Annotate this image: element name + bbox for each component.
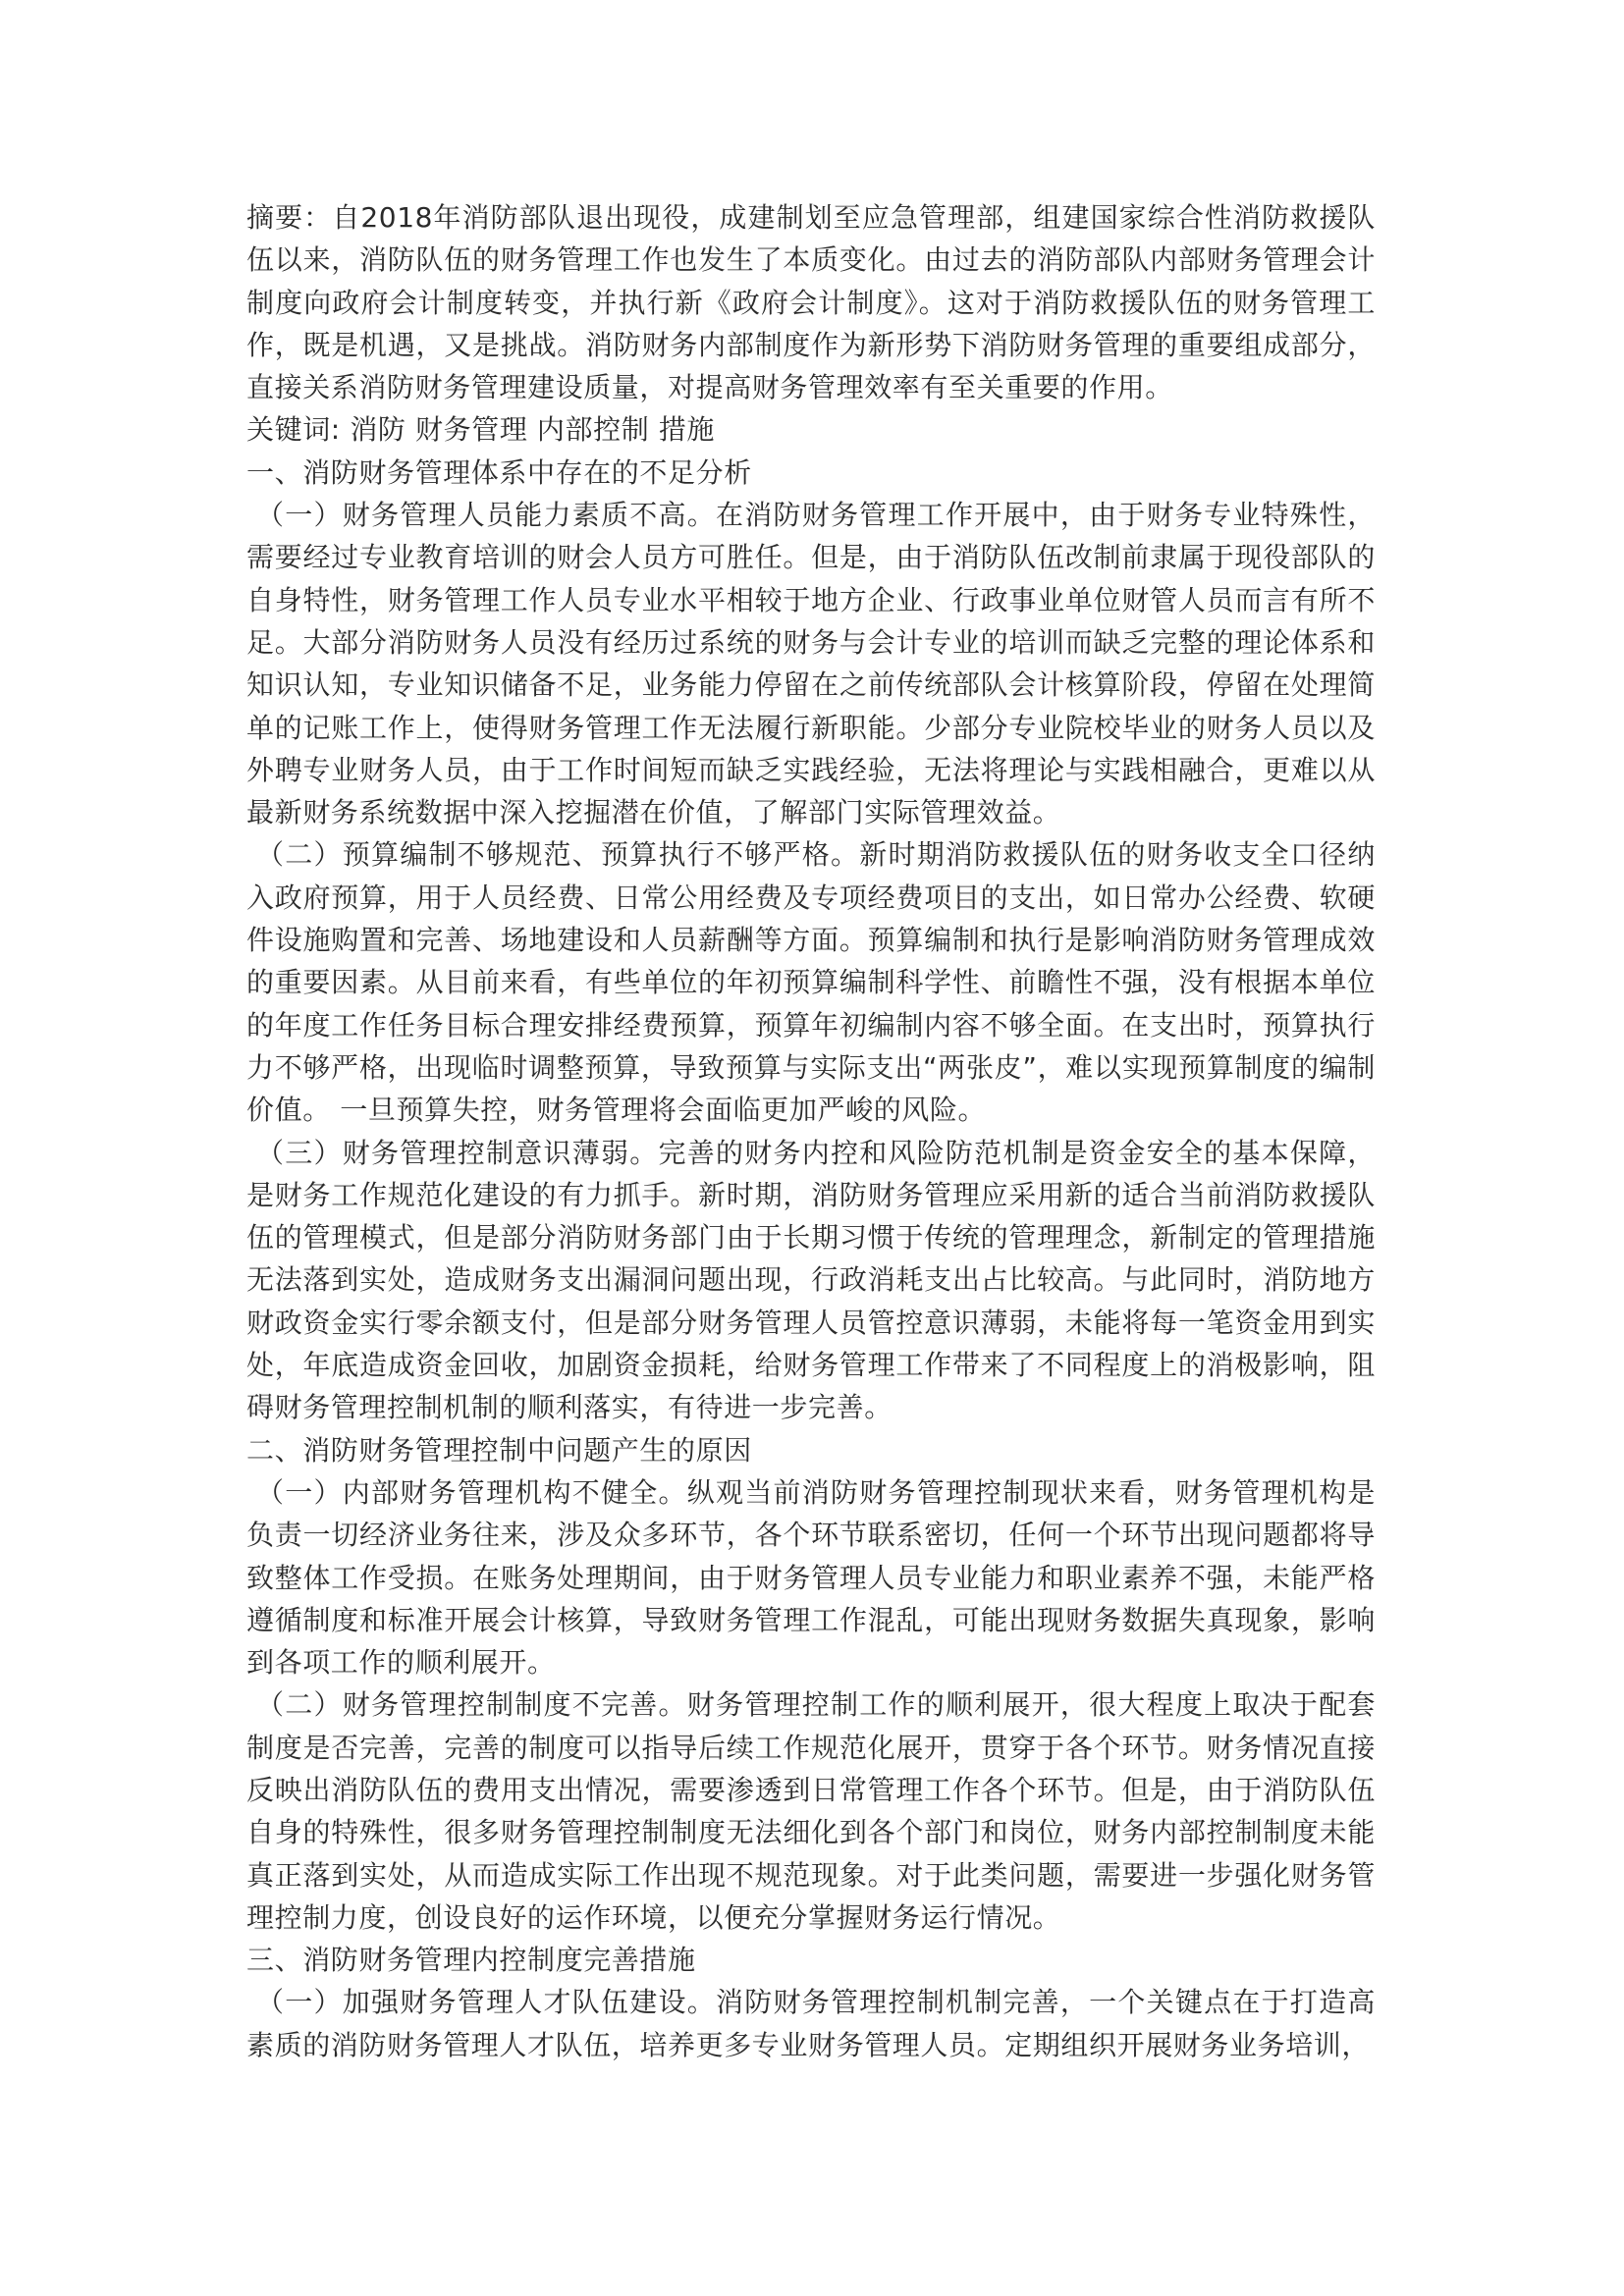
section-1-paragraph-3: （三）财务管理控制意识薄弱。完善的财务内控和风险防范机制是资金安全的基本保障，是财务工作规范化建设的有力抓手。新时期，消防财务管理应采用新的适合当前消防救援队伍的管理模式，但是部分消防财务部门由于长期习惯于传统的管理理念，新制定的管理措施无法落到实处，造成财务支出漏洞问题出现，行政消耗支出占比较高。与此同时，消防地方财政资金实行零余额支付，但是部分财务管理人员管控意识薄弱，未能将每一笔资金用到实处，年底造成资金回收，加剧资金损耗，给财务管理工作带来了不同程度上的消极影响，阻碍财务管理控制机制的顺利落实，有待进一步完善。 — [246, 1136, 1376, 1424]
section-2-title: 二、消防财务管理控制中问题产生的原因 — [246, 1433, 752, 1467]
section-1-paragraph-2: （二）预算编制不够规范、预算执行不够严格。新时期消防救援队伍的财务收支全口径纳入政府预算，用于人员经费、日常公用经费及专项经费项目的支出，如日常办公经费、软硬件设施购置和完善、场地建设和人员薪酬等方面。预算编制和执行是影响消防财务管理成效的重要因素。从目前来看，有些单位的年初预算编制科学性、前瞻性不强，没有根据本单位的年度工作任务目标合理安排经费预算，预算年初编制内容不够全面。在支出时，预算执行力不够严格，出现临时调整预算，导致预算与实际支出“两张皮”，难以实现预算制度的编制价值。 一旦预算失控，财务管理将会面临更加严峻的风险。 — [246, 838, 1376, 1127]
keywords-line: 关键词: 消防 财务管理 内部控制 措施 — [246, 413, 716, 447]
abstract-paragraph: 摘要：自2018年消防部队退出现役，成建制划至应急管理部，组建国家综合性消防救援队伍以来，消防队伍的财务管理工作也发生了本质变化。由过去的消防部队内部财务管理会计制度向政府会计制度转变，并执行新《政府会计制度》。这对于消防救援队伍的财务管理工作，既是机遇，又是挑战。消防财务内部制度作为新形势下消防财务管理的重要组成部分，直接关系消防财务管理建设质量，对提高财务管理效率有至关重要的作用。 — [246, 201, 1376, 404]
section-2-paragraph-2: （二）财务管理控制制度不完善。财务管理控制工作的顺利展开，很大程度上取决于配套制度是否完善，完善的制度可以指导后续工作规范化展开，贯穿于各个环节。财务情况直接反映出消防队伍的费用支出情况，需要渗透到日常管理工作各个环节。但是，由于消防队伍自身的特殊性，很多财务管理控制制度无法细化到各个部门和岗位，财务内部控制制度未能真正落到实处，从而造成实际工作出现不规范现象。对于此类问题，需要进一步强化财务管理控制力度，创设良好的运作环境，以便充分掌握财务运行情况。 — [246, 1688, 1376, 1934]
section-3-title: 三、消防财务管理内控制度完善措施 — [246, 1944, 696, 1977]
section-3-paragraph-1: （一）加强财务管理人才队伍建设。消防财务管理控制机制完善，一个关键点在于打造高素质的消防财务管理人才队伍，培养更多专业财务管理人员。定期组织开展财务业务培训， — [246, 1986, 1376, 2061]
section-1-paragraph-1: （一）财务管理人员能力素质不高。在消防财务管理工作开展中，由于财务专业特殊性，需要经过专业教育培训的财会人员方可胜任。但是，由于消防队伍改制前隶属于现役部队的自身特性，财务管理工作人员专业水平相较于地方企业、行政事业单位财管人员而言有所不足。大部分消防财务人员没有经历过系统的财务与会计专业的培训而缺乏完整的理论体系和知识认知，专业知识储备不足，业务能力停留在之前传统部队会计核算阶段，停留在处理简单的记账工作上，使得财务管理工作无法履行新职能。少部分专业院校毕业的财务人员以及外聘专业财务人员，由于工作时间短而缺乏实践经验，无法将理论与实践相融合，更难以从最新财务系统数据中深入挖掘潜在价值，了解部门实际管理效益。 — [246, 499, 1376, 829]
document-body — [246, 196, 1376, 2066]
section-1-title: 一、消防财务管理体系中存在的不足分析 — [246, 455, 752, 489]
section-2-paragraph-1: （一）内部财务管理机构不健全。纵观当前消防财务管理控制现状来看，财务管理机构是负责一切经济业务往来，涉及众多环节，各个环节联系密切，任何一个环节出现问题都将导致整体工作受损。在账务处理期间，由于财务管理人员专业能力和职业素养不强，未能严格遵循制度和标准开展会计核算，导致财务管理工作混乱，可能出现财务数据失真现象，影响到各项工作的顺利展开。 — [246, 1475, 1376, 1680]
